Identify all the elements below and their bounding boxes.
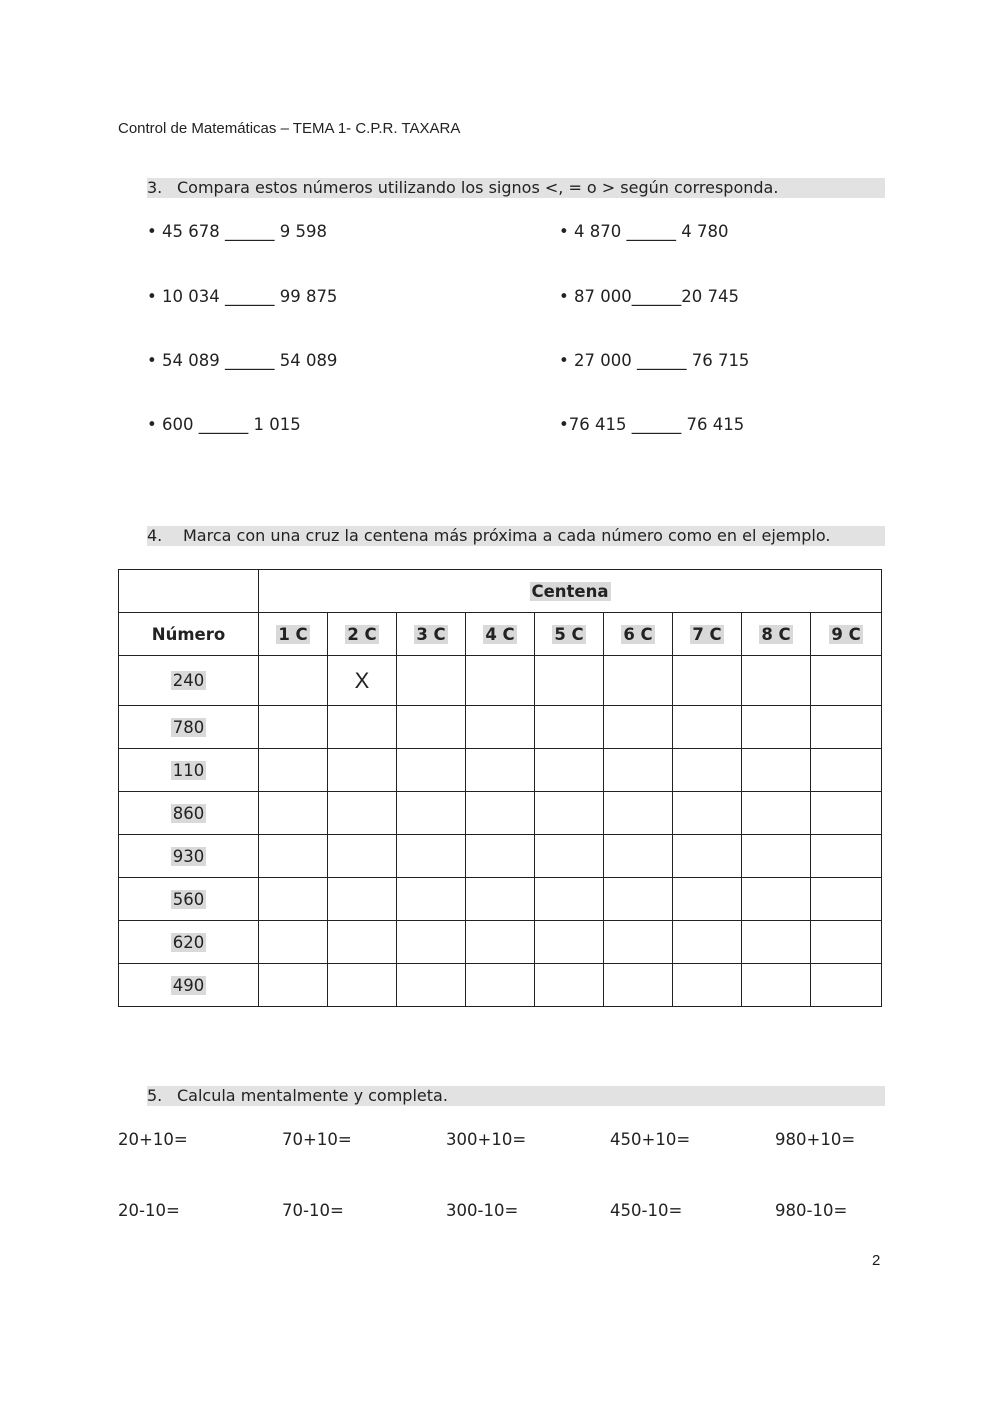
- answer-cell[interactable]: [673, 964, 742, 1007]
- answer-cell[interactable]: [604, 749, 673, 792]
- answer-cell[interactable]: [742, 656, 811, 706]
- sum-item[interactable]: 980+10=: [775, 1130, 856, 1149]
- answer-cell[interactable]: [604, 706, 673, 749]
- compare-item-left-3[interactable]: • 54 089 ______ 54 089: [147, 351, 338, 370]
- column-header: 1 C: [259, 613, 328, 656]
- answer-cell[interactable]: [673, 835, 742, 878]
- answer-cell[interactable]: [328, 921, 397, 964]
- table-row: [119, 835, 882, 878]
- answer-cell[interactable]: [535, 792, 604, 835]
- sum-item[interactable]: 450+10=: [610, 1130, 691, 1149]
- answer-cell[interactable]: [604, 792, 673, 835]
- answer-cell[interactable]: [535, 749, 604, 792]
- answer-cell[interactable]: [328, 964, 397, 1007]
- column-header: 2 C: [328, 613, 397, 656]
- row-number-cell: 780: [119, 706, 259, 749]
- answer-cell[interactable]: [535, 835, 604, 878]
- answer-cell[interactable]: [811, 964, 882, 1007]
- answer-cell[interactable]: [604, 835, 673, 878]
- row-number-cell: 110: [119, 749, 259, 792]
- question-3-text: Compara estos números utilizando los signos <, = o > según corresponda.: [177, 178, 779, 197]
- question-4-number: 4.: [147, 526, 163, 545]
- answer-cell[interactable]: [742, 878, 811, 921]
- answer-cell[interactable]: [535, 656, 604, 706]
- answer-cell[interactable]: [742, 835, 811, 878]
- answer-cell[interactable]: [259, 964, 328, 1007]
- answer-cell[interactable]: [259, 878, 328, 921]
- answer-cell[interactable]: [673, 656, 742, 706]
- answer-cell[interactable]: [466, 921, 535, 964]
- answer-cell[interactable]: [535, 706, 604, 749]
- answer-cell[interactable]: [742, 706, 811, 749]
- diff-item[interactable]: 980-10=: [775, 1201, 848, 1220]
- answer-cell[interactable]: [397, 878, 466, 921]
- sum-item[interactable]: 70+10=: [282, 1130, 352, 1149]
- page-number: 2: [872, 1252, 881, 1269]
- table-row: [119, 878, 882, 921]
- compare-item-right-1[interactable]: • 4 870 ______ 4 780: [559, 222, 729, 241]
- table-row: [119, 706, 882, 749]
- answer-cell[interactable]: [397, 749, 466, 792]
- answer-cell[interactable]: [466, 878, 535, 921]
- answer-cell[interactable]: [259, 706, 328, 749]
- answer-cell[interactable]: [259, 921, 328, 964]
- table-row: [119, 792, 882, 835]
- answer-cell[interactable]: [397, 921, 466, 964]
- answer-cell[interactable]: [811, 749, 882, 792]
- answer-cell[interactable]: [328, 706, 397, 749]
- compare-item-right-3[interactable]: • 27 000 ______ 76 715: [559, 351, 750, 370]
- question-4-title: [147, 526, 885, 546]
- column-header: 6 C: [604, 613, 673, 656]
- answer-cell[interactable]: [673, 792, 742, 835]
- answer-cell[interactable]: [259, 792, 328, 835]
- answer-cell[interactable]: [604, 656, 673, 706]
- question-4-text: Marca con una cruz la centena más próxima a cada número como en el ejemplo.: [183, 526, 831, 545]
- diff-item[interactable]: 70-10=: [282, 1201, 344, 1220]
- answer-cell[interactable]: [397, 835, 466, 878]
- answer-cell[interactable]: [535, 878, 604, 921]
- answer-cell[interactable]: [673, 878, 742, 921]
- compare-item-right-2[interactable]: • 87 000______20 745: [559, 287, 739, 306]
- row-number-cell: 560: [119, 878, 259, 921]
- answer-cell[interactable]: [397, 706, 466, 749]
- column-header: 5 C: [535, 613, 604, 656]
- column-header: 3 C: [397, 613, 466, 656]
- answer-cell[interactable]: [259, 749, 328, 792]
- answer-cell[interactable]: [259, 835, 328, 878]
- question-3-number: 3.: [147, 178, 163, 197]
- diff-item[interactable]: 450-10=: [610, 1201, 683, 1220]
- answer-cell[interactable]: [604, 964, 673, 1007]
- answer-cell[interactable]: [328, 878, 397, 921]
- column-header: 9 C: [811, 613, 882, 656]
- answer-cell[interactable]: [466, 656, 535, 706]
- row-number-cell: 490: [119, 964, 259, 1007]
- answer-cell[interactable]: [673, 921, 742, 964]
- answer-cell[interactable]: [535, 921, 604, 964]
- answer-cell[interactable]: [466, 835, 535, 878]
- question-5-title: [147, 1086, 885, 1106]
- answer-cell[interactable]: [811, 878, 882, 921]
- group-header-cell: [259, 570, 882, 613]
- example-mark: X: [354, 667, 370, 693]
- answer-cell[interactable]: [328, 835, 397, 878]
- answer-cell[interactable]: [328, 656, 397, 706]
- answer-cell[interactable]: [466, 749, 535, 792]
- answer-cell[interactable]: [466, 792, 535, 835]
- table-row: [119, 921, 882, 964]
- compare-item-left-1[interactable]: • 45 678 ______ 9 598: [147, 222, 327, 241]
- answer-cell[interactable]: [604, 921, 673, 964]
- answer-cell[interactable]: [259, 656, 328, 706]
- answer-cell[interactable]: [811, 656, 882, 706]
- answer-cell[interactable]: [397, 792, 466, 835]
- answer-cell[interactable]: [466, 706, 535, 749]
- answer-cell[interactable]: [811, 792, 882, 835]
- answer-cell[interactable]: [742, 921, 811, 964]
- group-header-label: Centena: [531, 581, 609, 601]
- sum-item[interactable]: 20+10=: [118, 1130, 188, 1149]
- diff-item[interactable]: 300-10=: [446, 1201, 519, 1220]
- answer-cell[interactable]: [742, 792, 811, 835]
- number-header-label: Número: [151, 624, 226, 644]
- diff-item[interactable]: 20-10=: [118, 1201, 180, 1220]
- column-header: 8 C: [742, 613, 811, 656]
- table-row: [119, 749, 882, 792]
- question-5-number: 5.: [147, 1086, 163, 1105]
- compare-item-left-2[interactable]: • 10 034 ______ 99 875: [147, 287, 338, 306]
- answer-cell[interactable]: [742, 749, 811, 792]
- sum-item[interactable]: 300+10=: [446, 1130, 527, 1149]
- answer-cell[interactable]: [397, 964, 466, 1007]
- answer-cell[interactable]: [397, 656, 466, 706]
- compare-item-left-4[interactable]: • 600 ______ 1 015: [147, 415, 301, 434]
- answer-cell[interactable]: [811, 706, 882, 749]
- table-row: [119, 656, 882, 706]
- hundreds-table: [118, 569, 882, 1007]
- row-number-cell: 930: [119, 835, 259, 878]
- answer-cell[interactable]: [742, 964, 811, 1007]
- answer-cell[interactable]: [673, 706, 742, 749]
- table-row: [119, 964, 882, 1007]
- number-header-cell: [119, 613, 259, 656]
- column-header: 7 C: [673, 613, 742, 656]
- answer-cell[interactable]: [328, 749, 397, 792]
- answer-cell[interactable]: [673, 749, 742, 792]
- question-3-title: [147, 178, 885, 198]
- answer-cell[interactable]: [328, 792, 397, 835]
- compare-item-right-4[interactable]: •76 415 ______ 76 415: [559, 415, 745, 434]
- row-number-cell: 620: [119, 921, 259, 964]
- answer-cell[interactable]: [811, 835, 882, 878]
- answer-cell[interactable]: [811, 921, 882, 964]
- table-corner-cell: [119, 570, 259, 613]
- row-number-cell: 860: [119, 792, 259, 835]
- answer-cell[interactable]: [466, 964, 535, 1007]
- row-number-cell: 240: [119, 656, 259, 706]
- answer-cell[interactable]: [604, 878, 673, 921]
- column-header: 4 C: [466, 613, 535, 656]
- document-header: Control de Matemáticas – TEMA 1- C.P.R. TAXARA: [118, 120, 461, 137]
- answer-cell[interactable]: [535, 964, 604, 1007]
- question-5-text: Calcula mentalmente y completa.: [177, 1086, 448, 1105]
